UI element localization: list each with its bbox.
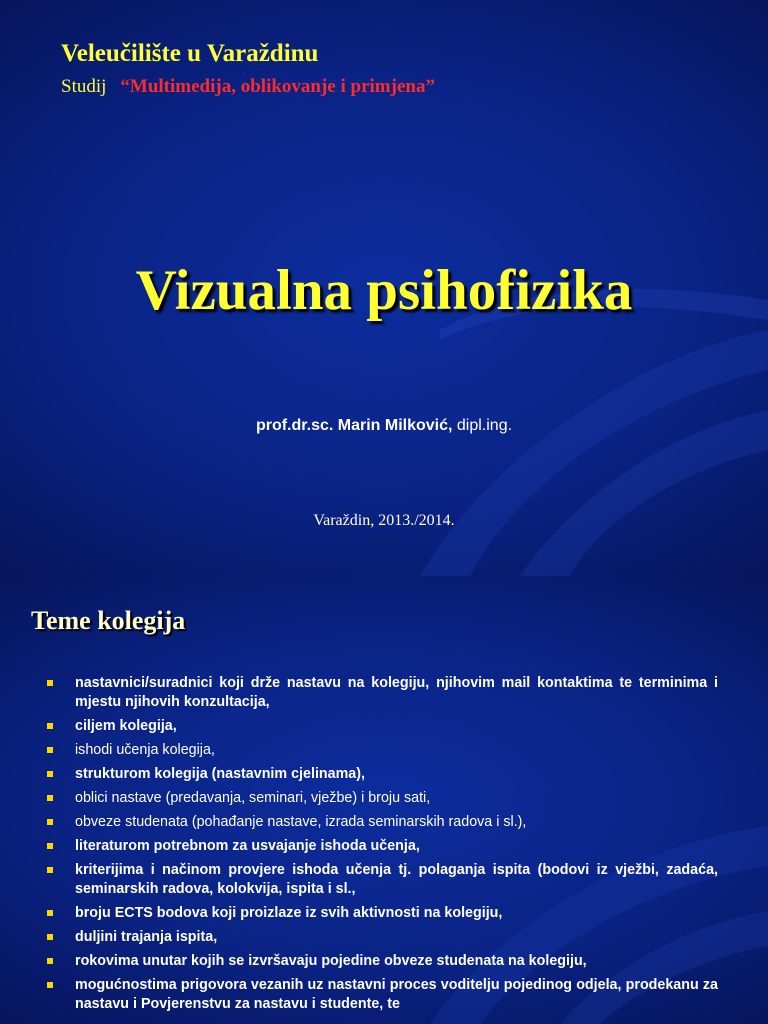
list-item — [46, 674, 718, 712]
list-item-text: duljini trajanja ispita, — [75, 929, 218, 945]
presentation-title: Vizualna psihofizika — [135, 259, 633, 322]
list-item-text: oblici nastave (predavanja, seminari, vježbe) i broju sati, — [75, 790, 431, 806]
study-program: “Multimedija, oblikovanje i primjena” — [120, 76, 435, 97]
list-item-text: mogućnostima prigovora vezanih uz nastavni proces voditelju pojedinog odjela, prodekanu za nastavu i Povjerenstvu za nastavu i studente, te — [75, 977, 718, 1012]
list-item — [46, 976, 718, 1014]
list-item-text: ciljem kolegija, — [75, 718, 177, 734]
list-item — [46, 813, 718, 832]
list-item-text: broju ECTS bodova koji proizlaze iz svih aktivnosti na kolegiju, — [75, 905, 503, 921]
list-item-text: obveze studenata (pohađanje nastave, izrada seminarskih radova i sl.), — [75, 814, 527, 830]
list-item-text: rokovima unutar kojih se izvršavaju pojedine obveze studenata na kolegiju, — [75, 953, 587, 969]
author-line — [0, 417, 768, 435]
place-date: Varaždin, 2013./2014. — [313, 512, 455, 529]
square-bullet-icon — [47, 934, 53, 940]
list-item-text: literaturom potrebnom za usvajanje ishoda učenja, — [75, 838, 420, 854]
square-bullet-icon — [47, 771, 53, 777]
square-bullet-icon — [47, 982, 53, 988]
list-item — [46, 861, 718, 899]
list-item-text: kriterijima i načinom provjere ishoda učenja tj. polaganja ispita (bodovi iz vježbi, zadaća, seminarskih radova, kolokvija, ispita i sl., — [75, 862, 718, 897]
square-bullet-icon — [47, 723, 53, 729]
author-name: prof.dr.sc. Marin Milković, — [255, 417, 453, 434]
study-label: Studij — [61, 76, 107, 97]
square-bullet-icon — [47, 795, 53, 801]
list-item — [46, 904, 718, 923]
list-item-text: nastavnici/suradnici koji drže nastavu na kolegiju, njihovim mail kontaktima te terminima i mjestu njihovih konzultacija, — [75, 675, 718, 710]
list-item — [46, 952, 718, 971]
list-item — [46, 741, 718, 760]
list-item-text: strukturom kolegija (nastavnim cjelinama), — [75, 766, 365, 782]
study-line — [61, 76, 435, 98]
author-degree: dipl.ing. — [452, 417, 513, 434]
square-bullet-icon — [47, 910, 53, 916]
slide-title: Teme kolegija — [31, 606, 186, 635]
list-item — [46, 765, 718, 784]
list-item — [46, 928, 718, 947]
list-item — [46, 717, 718, 736]
square-bullet-icon — [47, 843, 53, 849]
square-bullet-icon — [47, 819, 53, 825]
square-bullet-icon — [47, 680, 53, 686]
square-bullet-icon — [47, 747, 53, 753]
topics-slide — [0, 576, 768, 1024]
list-item — [46, 837, 718, 856]
list-item — [46, 789, 718, 808]
institution-name: Veleučilište u Varaždinu — [61, 40, 319, 67]
square-bullet-icon — [47, 958, 53, 964]
topics-list — [46, 674, 718, 1019]
list-item-text: ishodi učenja kolegija, — [75, 742, 215, 758]
square-bullet-icon — [47, 867, 53, 873]
